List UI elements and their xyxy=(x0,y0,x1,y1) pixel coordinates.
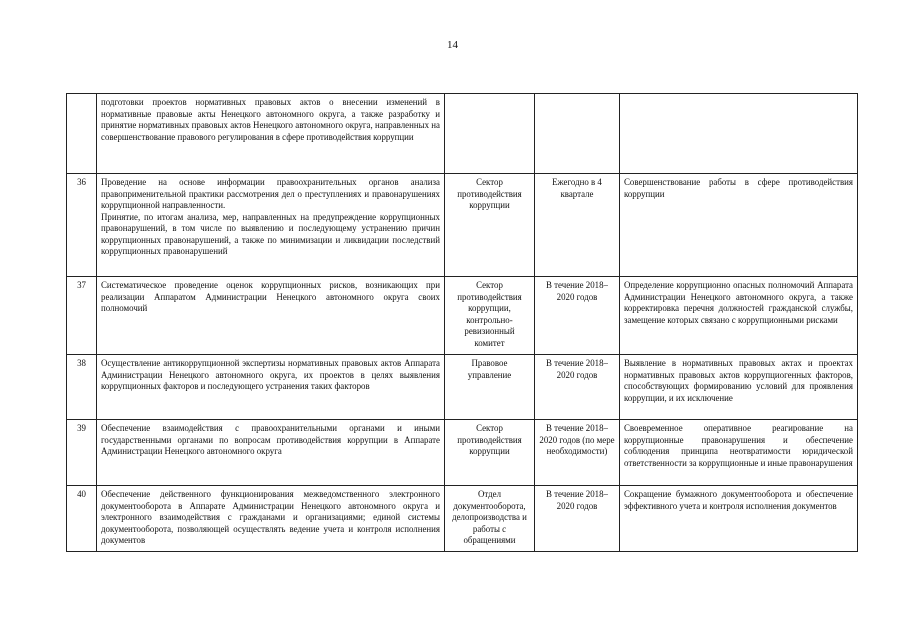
table-row xyxy=(67,174,858,277)
row-number: 39 xyxy=(67,420,97,486)
measure-text: Осуществление антикоррупционной экспертизы нормативных правовых актов Аппарата Администрации Ненецкого автономного округа, их проектов в целях выявления коррупционных факторов и последующего устранения таких факторов xyxy=(101,358,440,391)
executor-cell: Сектор противодействия коррупции xyxy=(445,420,535,486)
result-cell xyxy=(620,94,858,174)
result-cell: Выявление в нормативных правовых актах и проектах нормативных правовых актов коррупциогенных факторов, способствующих формированию условий для проявления коррупции, и их исключение xyxy=(620,355,858,420)
term-cell: В течение 2018–2020 годов xyxy=(535,277,620,355)
measure-cell xyxy=(97,486,445,552)
table-row xyxy=(67,277,858,355)
result-cell: Сокращение бумажного документооборота и обеспечение эффективного учета и контроля исполнения документов xyxy=(620,486,858,552)
executor-cell: Сектор противодействия коррупции xyxy=(445,174,535,277)
measure-text: подготовки проектов нормативных правовых актов о внесении изменений в нормативные правовые акты Ненецкого автономного округа, а также разработку и принятие нормативных правовых актов Ненецкого автономного округа, направленных на совершенствование правового регулирования в сфере противодействия коррупции xyxy=(101,97,440,142)
term-cell: В течение 2018–2020 годов xyxy=(535,355,620,420)
measure-text: Проведение на основе информации правоохранительных органов анализа правоприменительной практики рассмотрения дел о преступлениях и правонарушениях коррупционной направленности. xyxy=(101,177,440,210)
row-number xyxy=(67,94,97,174)
term-cell: В течение 2018–2020 годов xyxy=(535,486,620,552)
table-row xyxy=(67,486,858,552)
row-number: 40 xyxy=(67,486,97,552)
page-number: 14 xyxy=(447,39,458,51)
row-number: 36 xyxy=(67,174,97,277)
executor-cell: Правовое управление xyxy=(445,355,535,420)
measure-cell xyxy=(97,355,445,420)
measure-text: Принятие, по итогам анализа, мер, направленных на предупреждение коррупционных правонарушений, в том числе по выявлению и последующему устранению причин коррупционных правонарушений, а также по минимизации и ликвидации последствий коррупционных правонарушений xyxy=(101,211,440,256)
table-row xyxy=(67,420,858,486)
measure-text: Систематическое проведение оценок коррупционных рисков, возникающих при реализации Аппаратом Администрации Ненецкого автономного округа своих полномочий xyxy=(101,280,440,313)
table-row xyxy=(67,355,858,420)
result-cell: Своевременное оперативное реагирование на коррупционные правонарушения и обеспечение соблюдения принципа неотвратимости юридической ответственности за коррупционные и иные правонарушения xyxy=(620,420,858,486)
measure-cell xyxy=(97,420,445,486)
term-cell: В течение 2018–2020 годов (по мере необходимости) xyxy=(535,420,620,486)
table-row xyxy=(67,94,858,174)
row-number: 37 xyxy=(67,277,97,355)
result-cell: Совершенствование работы в сфере противодействия коррупции xyxy=(620,174,858,277)
executor-cell: Отдел документооборота, делопроизводства и работы с обращениями xyxy=(445,486,535,552)
executor-cell xyxy=(445,94,535,174)
measures-table xyxy=(66,93,858,552)
term-cell xyxy=(535,94,620,174)
measure-cell xyxy=(97,174,445,277)
executor-cell: Сектор противодействия коррупции, контрольно-ревизионный комитет xyxy=(445,277,535,355)
result-cell: Определение коррупционно опасных полномочий Аппарата Администрации Ненецкого автономного округа, а также корректировка перечня должностей гражданской службы, замещение которых связано с коррупционными рисками xyxy=(620,277,858,355)
measure-text: Обеспечение действенного функционирования межведомственного электронного документооборота в Аппарате Администрации Ненецкого автономного округа и электронного взаимодействия с гражданами и организациями; единой системы документооборота, позволяющей осуществлять ведение учета и контроля исполнения документов xyxy=(101,489,440,545)
measure-text: Обеспечение взаимодействия с правоохранительными органами и иными государственными органами по вопросам противодействия коррупции в Аппарате Администрации Ненецкого автономного округа xyxy=(101,423,440,456)
term-cell: Ежегодно в 4 квартале xyxy=(535,174,620,277)
row-number: 38 xyxy=(67,355,97,420)
measure-cell xyxy=(97,277,445,355)
measure-cell xyxy=(97,94,445,174)
